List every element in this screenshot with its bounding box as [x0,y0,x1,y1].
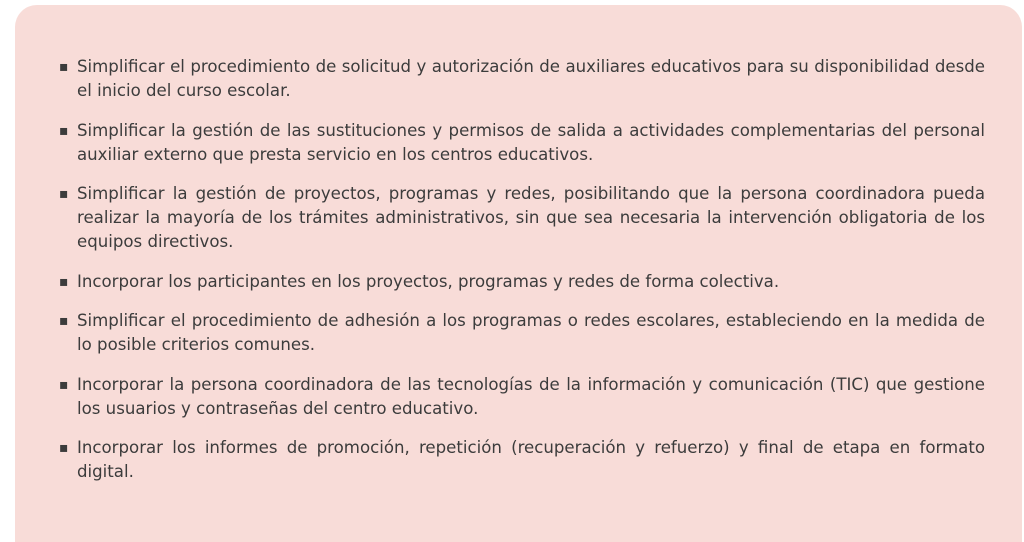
list-item-text: Incorporar los informes de promoción, repetición (recuperación y refuerzo) y final de etapa en formato digital. [77,438,985,481]
list-item-text: Simplificar el procedimiento de adhesión a los programas o redes escolares, estableciendo en la medida de lo posible criterios comunes. [77,311,985,354]
bullet-icon: ▪ [59,273,69,290]
measures-list [59,55,985,500]
list-item [59,436,985,484]
list-item-text: Simplificar la gestión de las sustituciones y permisos de salida a actividades complementarias del personal auxiliar externo que presta servicio en los centros educativos. [77,120,985,164]
bullet-icon: ▪ [59,186,69,202]
list-item-text: Simplificar el procedimiento de solicitud y autorización de auxiliares educativos para su disponibilidad desde el inicio del curso escolar. [77,57,985,100]
list-item [59,55,985,103]
bullet-icon: ▪ [59,59,69,75]
content-panel [15,5,1022,542]
list-item [59,309,985,357]
list-item [59,373,985,421]
list-item [59,119,985,167]
list-item-text: Simplificar la gestión de proyectos, programas y redes, posibilitando que la persona coordinadora pueda realizar la mayoría de los trámites administrativos, sin que sea necesaria la intervención obligatoria de los equipos directivos. [77,184,985,251]
list-item-text: Incorporar la persona coordinadora de las tecnologías de la información y comunicación (TIC) que gestione los usuarios y contraseñas del centro educativo. [77,374,985,418]
bullet-icon: ▪ [59,440,69,456]
list-item [59,270,985,294]
bullet-icon: ▪ [59,122,69,139]
list-item-text: Incorporar los participantes en los proyectos, programas y redes de forma colectiva. [77,271,780,291]
bullet-icon: ▪ [59,376,69,393]
bullet-icon: ▪ [59,313,69,329]
list-item [59,182,985,254]
